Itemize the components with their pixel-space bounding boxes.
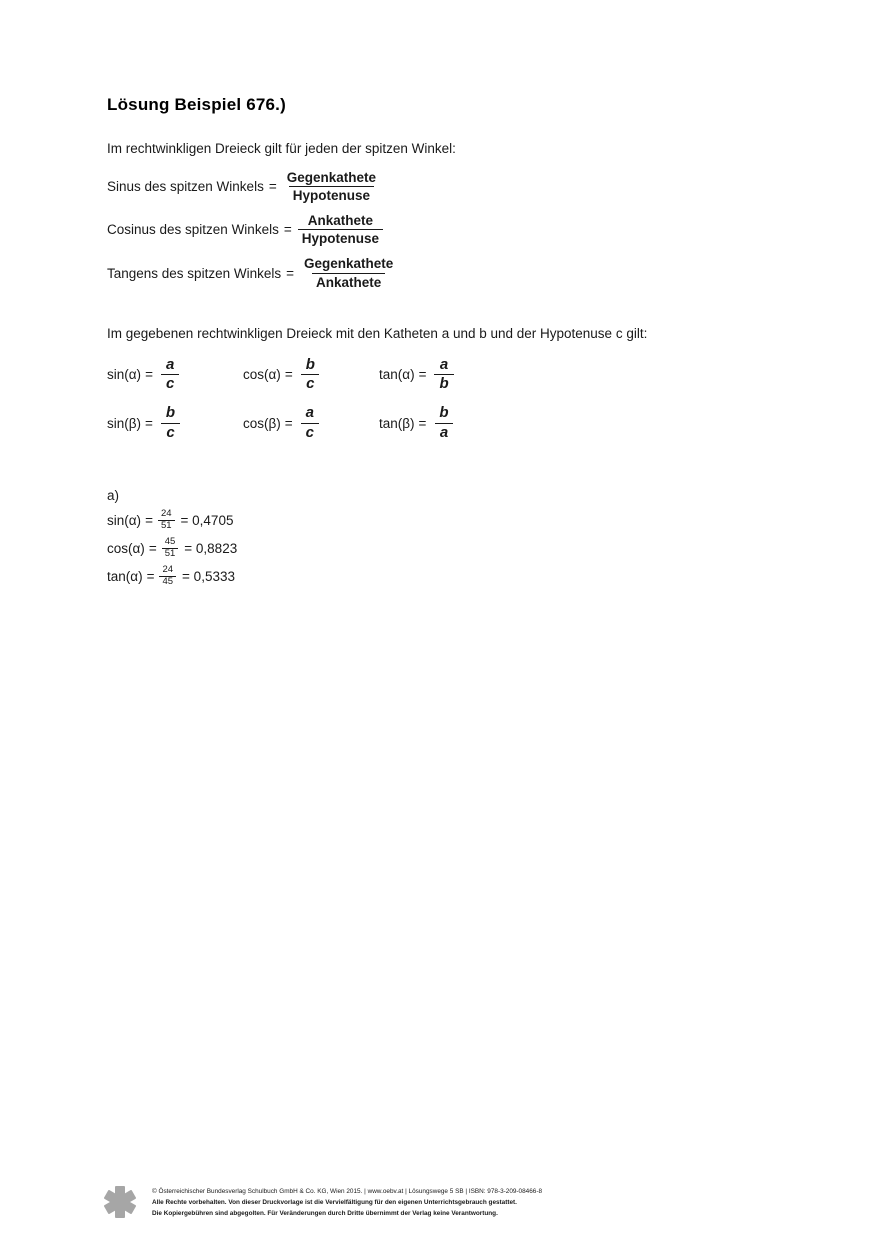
definition-row-sinus	[107, 170, 787, 203]
equals-sign: =	[145, 367, 153, 383]
calculation-result: = 0,8823	[184, 540, 238, 556]
ratio-cos-alpha	[243, 357, 379, 394]
ratio-sin-alpha	[107, 357, 243, 394]
footer-rights-line: Alle Rechte vorbehalten. Von dieser Druckvorlage ist die Vervielfältigung für den eigenen Unterrichtsgebrauch gestattet.	[152, 1199, 517, 1207]
fraction	[301, 357, 320, 394]
intro-text-secondary: Im gegebenen rechtwinkligen Dreieck mit den Katheten a und b und der Hypotenuse c gilt:	[107, 325, 648, 341]
fraction	[283, 170, 380, 203]
equals-sign: =	[148, 540, 157, 556]
calculation-result: = 0,5333	[182, 568, 235, 584]
equals-sign: =	[145, 416, 153, 432]
fraction-denominator: 51	[162, 548, 179, 560]
equals-sign: =	[284, 367, 293, 383]
fraction-numerator: Gegenkathete	[303, 256, 394, 272]
function-label: sin(α)	[107, 512, 142, 528]
definition-label: Sinus des spitzen Winkels	[107, 179, 264, 195]
asterisk-icon	[102, 1184, 138, 1220]
equals-sign: =	[145, 512, 153, 528]
calculation-result: = 0,4705	[180, 512, 234, 528]
fraction-denominator: Ankathete	[312, 273, 385, 290]
calculation-row-cos	[107, 537, 787, 560]
definition-label: Cosinus des spitzen Winkels	[107, 222, 279, 238]
equals-sign: =	[286, 265, 294, 281]
fraction	[301, 405, 319, 442]
fraction-denominator: Hypotenuse	[289, 186, 374, 203]
fraction-denominator: 45	[159, 576, 176, 588]
fraction-numerator: a	[439, 355, 449, 373]
definition-row-cosinus	[107, 213, 787, 246]
fraction-numerator: 45	[164, 535, 176, 547]
fraction	[159, 565, 176, 588]
ratio-grid	[107, 357, 787, 442]
calculation-row-sin	[107, 509, 787, 532]
equals-sign: =	[284, 416, 293, 432]
ratio-cos-beta	[243, 405, 379, 442]
fraction-denominator: c	[161, 423, 179, 442]
function-label: sin(α)	[107, 367, 142, 383]
definition-list	[107, 170, 787, 290]
fraction	[158, 509, 175, 532]
intro-text: Im rechtwinkligen Dreieck gilt für jeden der spitzen Winkel:	[107, 141, 456, 156]
fraction-denominator: Hypotenuse	[298, 229, 383, 246]
function-label: sin(β)	[107, 416, 142, 432]
equals-sign: =	[418, 416, 427, 432]
fraction-numerator: Gegenkathete	[286, 170, 376, 185]
fraction	[298, 213, 383, 246]
page-title: Lösung Beispiel 676.)	[107, 95, 286, 114]
fraction-numerator: a	[165, 355, 175, 373]
fraction-numerator: b	[305, 355, 315, 373]
part-label-a: a)	[107, 487, 120, 503]
fraction-denominator: c	[161, 374, 179, 393]
function-label: cos(α)	[107, 540, 145, 556]
fraction	[161, 405, 180, 442]
ratio-tan-beta	[379, 405, 515, 442]
equals-sign: =	[146, 568, 155, 584]
function-label: tan(α)	[379, 367, 415, 383]
footer-text	[152, 1180, 542, 1220]
ratio-sin-beta	[107, 405, 243, 442]
document-content	[107, 95, 787, 592]
equals-sign: =	[283, 222, 292, 238]
fraction	[434, 405, 453, 442]
fraction	[300, 256, 397, 289]
fraction-numerator: b	[165, 404, 176, 422]
footer-copyright-line: © Österreichischer Bundesverlag Schulbuch GmbH & Co. KG, Wien 2015. | www.oebv.at | Lösungswege 5 SB | ISBN: 978-3-209-08466-8	[152, 1188, 543, 1195]
fraction-denominator: 51	[158, 520, 175, 532]
fraction-denominator: b	[434, 374, 453, 393]
fraction	[434, 357, 453, 394]
definition-label: Tangens des spitzen Winkels	[107, 265, 282, 281]
publisher-logo	[100, 1180, 142, 1224]
function-label: tan(α)	[107, 568, 143, 584]
fraction-numerator: Ankathete	[307, 213, 373, 229]
equals-sign: =	[418, 367, 427, 383]
function-label: cos(α)	[243, 367, 281, 383]
calculation-row-tan	[107, 565, 787, 588]
fraction-numerator: a	[305, 404, 314, 422]
fraction	[162, 537, 179, 560]
fraction-denominator: a	[435, 423, 453, 442]
fraction-numerator: b	[439, 404, 449, 422]
function-label: cos(β)	[243, 416, 281, 432]
ratio-tan-alpha	[379, 357, 515, 394]
fraction-denominator: c	[301, 423, 319, 442]
fraction-numerator: 24	[162, 563, 174, 575]
fraction-denominator: c	[301, 374, 319, 393]
fraction	[161, 357, 179, 394]
calculation-list	[107, 509, 787, 588]
function-label: tan(β)	[379, 416, 415, 432]
fraction-numerator: 24	[160, 507, 172, 519]
equals-sign: =	[268, 179, 277, 195]
definition-row-tangens	[107, 256, 787, 289]
page-footer	[100, 1180, 800, 1224]
footer-notice-line: Die Kopiergebühren sind abgegolten. Für Veränderungen durch Dritte übernimmt der Verlag keine Verantwortung.	[152, 1210, 498, 1218]
